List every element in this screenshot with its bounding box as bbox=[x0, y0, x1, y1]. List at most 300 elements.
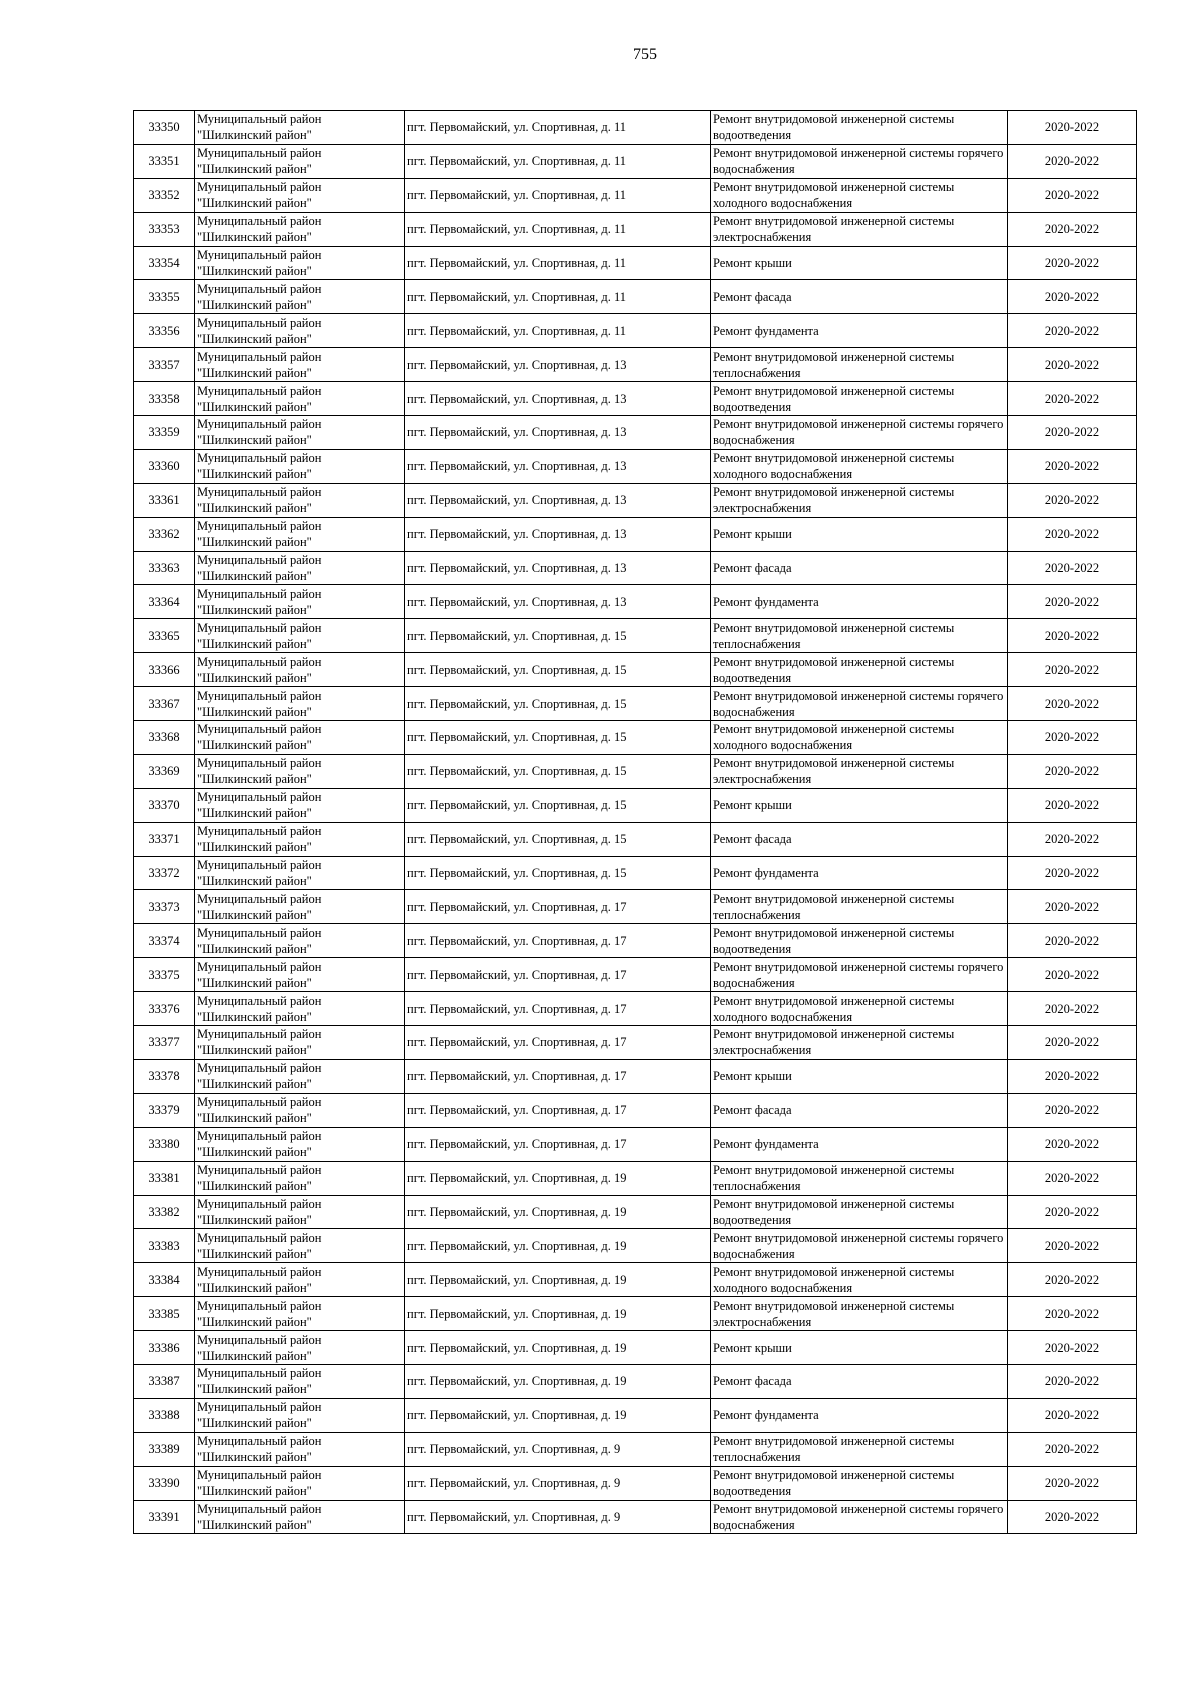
period-cell: 2020-2022 bbox=[1008, 1059, 1137, 1093]
district-line-1: Муниципальный район bbox=[197, 1332, 322, 1347]
district-cell bbox=[195, 551, 405, 585]
table-row bbox=[134, 958, 1137, 992]
district-cell bbox=[195, 788, 405, 822]
row-number: 33375 bbox=[134, 958, 195, 992]
work-type-cell: Ремонт фундамента bbox=[711, 585, 1008, 619]
row-number: 33384 bbox=[134, 1263, 195, 1297]
row-number: 33380 bbox=[134, 1127, 195, 1161]
address-cell: пгт. Первомайский, ул. Спортивная, д. 9 bbox=[405, 1500, 711, 1534]
district-line-2: "Шилкинский район" bbox=[197, 501, 312, 516]
row-number: 33376 bbox=[134, 992, 195, 1026]
district-line-1: Муниципальный район bbox=[197, 349, 322, 364]
table-row bbox=[134, 890, 1137, 924]
period-cell: 2020-2022 bbox=[1008, 788, 1137, 822]
district-line-1: Муниципальный район bbox=[197, 790, 322, 805]
table-row bbox=[134, 382, 1137, 416]
period-cell: 2020-2022 bbox=[1008, 653, 1137, 687]
district-cell bbox=[195, 1398, 405, 1432]
row-number: 33357 bbox=[134, 348, 195, 382]
district-cell bbox=[195, 1466, 405, 1500]
district-line-2: "Шилкинский район" bbox=[197, 196, 312, 211]
district-cell bbox=[195, 1432, 405, 1466]
district-cell bbox=[195, 144, 405, 178]
work-type-cell: Ремонт внутридомовой инженерной системы водоотведения bbox=[711, 924, 1008, 958]
period-cell: 2020-2022 bbox=[1008, 1500, 1137, 1534]
row-number: 33385 bbox=[134, 1297, 195, 1331]
district-line-1: Муниципальный район bbox=[197, 959, 322, 974]
period-cell: 2020-2022 bbox=[1008, 178, 1137, 212]
address-cell: пгт. Первомайский, ул. Спортивная, д. 17 bbox=[405, 1059, 711, 1093]
district-line-2: "Шилкинский район" bbox=[197, 162, 312, 177]
table-row bbox=[134, 551, 1137, 585]
district-line-1: Муниципальный район bbox=[197, 993, 322, 1008]
period-cell: 2020-2022 bbox=[1008, 1398, 1137, 1432]
district-line-2: "Шилкинский район" bbox=[197, 1145, 312, 1160]
work-type-cell: Ремонт внутридомовой инженерной системы теплоснабжения bbox=[711, 348, 1008, 382]
row-number: 33374 bbox=[134, 924, 195, 958]
district-line-1: Муниципальный район bbox=[197, 1400, 322, 1415]
table-row bbox=[134, 992, 1137, 1026]
table-row bbox=[134, 653, 1137, 687]
work-type-cell: Ремонт внутридомовой инженерной системы водоотведения bbox=[711, 382, 1008, 416]
work-type-cell: Ремонт внутридомовой инженерной системы холодного водоснабжения bbox=[711, 721, 1008, 755]
address-cell: пгт. Первомайский, ул. Спортивная, д. 9 bbox=[405, 1466, 711, 1500]
row-number: 33369 bbox=[134, 754, 195, 788]
table-row bbox=[134, 619, 1137, 653]
row-number: 33363 bbox=[134, 551, 195, 585]
district-cell bbox=[195, 992, 405, 1026]
district-line-1: Муниципальный район bbox=[197, 688, 322, 703]
period-cell: 2020-2022 bbox=[1008, 924, 1137, 958]
district-line-1: Муниципальный район bbox=[197, 1061, 322, 1076]
table-row bbox=[134, 924, 1137, 958]
table-row bbox=[134, 1093, 1137, 1127]
district-line-2: "Шилкинский район" bbox=[197, 1077, 312, 1092]
district-line-1: Муниципальный район bbox=[197, 519, 322, 534]
address-cell: пгт. Первомайский, ул. Спортивная, д. 11 bbox=[405, 246, 711, 280]
district-line-2: "Шилкинский район" bbox=[197, 1314, 312, 1329]
period-cell: 2020-2022 bbox=[1008, 449, 1137, 483]
row-number: 33366 bbox=[134, 653, 195, 687]
table-row bbox=[134, 212, 1137, 246]
work-type-cell: Ремонт внутридомовой инженерной системы электроснабжения bbox=[711, 1297, 1008, 1331]
district-cell bbox=[195, 483, 405, 517]
period-cell: 2020-2022 bbox=[1008, 483, 1137, 517]
district-cell bbox=[195, 517, 405, 551]
table-row bbox=[134, 1466, 1137, 1500]
work-type-cell: Ремонт крыши bbox=[711, 246, 1008, 280]
table-row bbox=[134, 1229, 1137, 1263]
period-cell: 2020-2022 bbox=[1008, 1229, 1137, 1263]
district-line-1: Муниципальный район bbox=[197, 451, 322, 466]
address-cell: пгт. Первомайский, ул. Спортивная, д. 13 bbox=[405, 517, 711, 551]
district-line-2: "Шилкинский район" bbox=[197, 975, 312, 990]
address-cell: пгт. Первомайский, ул. Спортивная, д. 15 bbox=[405, 788, 711, 822]
district-line-1: Муниципальный район bbox=[197, 248, 322, 262]
district-line-2: "Шилкинский район" bbox=[197, 230, 312, 245]
district-line-1: Муниципальный район bbox=[197, 858, 322, 873]
district-line-1: Муниципальный район bbox=[197, 620, 322, 635]
district-cell bbox=[195, 1500, 405, 1534]
district-line-2: "Шилкинский район" bbox=[197, 636, 312, 651]
work-type-cell: Ремонт внутридомовой инженерной системы холодного водоснабжения bbox=[711, 1263, 1008, 1297]
table-row bbox=[134, 721, 1137, 755]
period-cell: 2020-2022 bbox=[1008, 687, 1137, 721]
work-type-cell: Ремонт внутридомовой инженерной системы горячего водоснабжения bbox=[711, 416, 1008, 450]
period-cell: 2020-2022 bbox=[1008, 1331, 1137, 1365]
district-line-1: Муниципальный район bbox=[197, 1027, 322, 1042]
period-cell: 2020-2022 bbox=[1008, 144, 1137, 178]
district-cell bbox=[195, 822, 405, 856]
district-cell bbox=[195, 1059, 405, 1093]
district-line-1: Муниципальный район bbox=[197, 315, 322, 330]
work-type-cell: Ремонт фундамента bbox=[711, 1398, 1008, 1432]
address-cell: пгт. Первомайский, ул. Спортивная, д. 15 bbox=[405, 822, 711, 856]
district-line-1: Муниципальный район bbox=[197, 925, 322, 940]
district-line-2: "Шилкинский район" bbox=[197, 297, 312, 312]
work-type-cell: Ремонт внутридомовой инженерной системы холодного водоснабжения bbox=[711, 992, 1008, 1026]
address-cell: пгт. Первомайский, ул. Спортивная, д. 17 bbox=[405, 1093, 711, 1127]
work-type-cell: Ремонт внутридомовой инженерной системы водоотведения bbox=[711, 111, 1008, 145]
table-row bbox=[134, 1432, 1137, 1466]
district-line-2: "Шилкинский район" bbox=[197, 1111, 312, 1126]
repair-schedule-table bbox=[133, 110, 1137, 1534]
district-line-2: "Шилкинский район" bbox=[197, 1416, 312, 1431]
district-cell bbox=[195, 721, 405, 755]
address-cell: пгт. Первомайский, ул. Спортивная, д. 17 bbox=[405, 890, 711, 924]
district-line-1: Муниципальный район bbox=[197, 1264, 322, 1279]
row-number: 33360 bbox=[134, 449, 195, 483]
row-number: 33353 bbox=[134, 212, 195, 246]
district-line-1: Муниципальный район bbox=[197, 722, 322, 737]
table-row bbox=[134, 416, 1137, 450]
district-cell bbox=[195, 687, 405, 721]
district-line-2: "Шилкинский район" bbox=[197, 602, 312, 617]
district-line-1: Муниципальный район bbox=[197, 214, 322, 229]
district-line-2: "Шилкинский район" bbox=[197, 738, 312, 753]
address-cell: пгт. Первомайский, ул. Спортивная, д. 11 bbox=[405, 144, 711, 178]
district-line-1: Муниципальный район bbox=[197, 112, 322, 127]
work-type-cell: Ремонт фасада bbox=[711, 1364, 1008, 1398]
row-number: 33362 bbox=[134, 517, 195, 551]
address-cell: пгт. Первомайский, ул. Спортивная, д. 19 bbox=[405, 1263, 711, 1297]
address-cell: пгт. Первомайский, ул. Спортивная, д. 9 bbox=[405, 1432, 711, 1466]
work-type-cell: Ремонт внутридомовой инженерной системы водоотведения bbox=[711, 653, 1008, 687]
district-line-2: "Шилкинский район" bbox=[197, 1348, 312, 1363]
row-number: 33352 bbox=[134, 178, 195, 212]
row-number: 33382 bbox=[134, 1195, 195, 1229]
district-line-2: "Шилкинский район" bbox=[197, 772, 312, 787]
work-type-cell: Ремонт крыши bbox=[711, 1059, 1008, 1093]
district-line-2: "Шилкинский район" bbox=[197, 874, 312, 889]
table-row bbox=[134, 585, 1137, 619]
address-cell: пгт. Первомайский, ул. Спортивная, д. 15 bbox=[405, 687, 711, 721]
district-cell bbox=[195, 280, 405, 314]
district-line-1: Муниципальный район bbox=[197, 1298, 322, 1313]
district-line-1: Муниципальный район bbox=[197, 281, 322, 296]
address-cell: пгт. Первомайский, ул. Спортивная, д. 15 bbox=[405, 754, 711, 788]
district-line-1: Муниципальный район bbox=[197, 146, 322, 161]
district-line-1: Муниципальный район bbox=[197, 1196, 322, 1211]
row-number: 33383 bbox=[134, 1229, 195, 1263]
row-number: 33390 bbox=[134, 1466, 195, 1500]
district-line-2: "Шилкинский район" bbox=[197, 128, 312, 143]
work-type-cell: Ремонт внутридомовой инженерной системы горячего водоснабжения bbox=[711, 1500, 1008, 1534]
row-number: 33358 bbox=[134, 382, 195, 416]
district-cell bbox=[195, 382, 405, 416]
row-number: 33386 bbox=[134, 1331, 195, 1365]
period-cell: 2020-2022 bbox=[1008, 382, 1137, 416]
work-type-cell: Ремонт фасада bbox=[711, 1093, 1008, 1127]
district-line-2: "Шилкинский район" bbox=[197, 264, 312, 278]
address-cell: пгт. Первомайский, ул. Спортивная, д. 19 bbox=[405, 1331, 711, 1365]
period-cell: 2020-2022 bbox=[1008, 212, 1137, 246]
address-cell: пгт. Первомайский, ул. Спортивная, д. 11 bbox=[405, 280, 711, 314]
work-type-cell: Ремонт внутридомовой инженерной системы теплоснабжения bbox=[711, 619, 1008, 653]
district-line-2: "Шилкинский район" bbox=[197, 1280, 312, 1295]
district-line-2: "Шилкинский район" bbox=[197, 1382, 312, 1397]
table-row bbox=[134, 449, 1137, 483]
district-cell bbox=[195, 1161, 405, 1195]
table-row bbox=[134, 687, 1137, 721]
district-line-1: Муниципальный район bbox=[197, 1366, 322, 1381]
address-cell: пгт. Первомайский, ул. Спортивная, д. 13 bbox=[405, 483, 711, 517]
work-type-cell: Ремонт внутридомовой инженерной системы электроснабжения bbox=[711, 212, 1008, 246]
table-row bbox=[134, 822, 1137, 856]
address-cell: пгт. Первомайский, ул. Спортивная, д. 15 bbox=[405, 653, 711, 687]
row-number: 33370 bbox=[134, 788, 195, 822]
work-type-cell: Ремонт внутридомовой инженерной системы водоотведения bbox=[711, 1466, 1008, 1500]
address-cell: пгт. Первомайский, ул. Спортивная, д. 19 bbox=[405, 1229, 711, 1263]
district-line-2: "Шилкинский район" bbox=[197, 433, 312, 448]
row-number: 33371 bbox=[134, 822, 195, 856]
table-row bbox=[134, 1398, 1137, 1432]
work-type-cell: Ремонт внутридомовой инженерной системы водоотведения bbox=[711, 1195, 1008, 1229]
address-cell: пгт. Первомайский, ул. Спортивная, д. 15 bbox=[405, 856, 711, 890]
table-row bbox=[134, 1161, 1137, 1195]
district-line-1: Муниципальный район bbox=[197, 1095, 322, 1110]
table-row bbox=[134, 1026, 1137, 1060]
district-line-2: "Шилкинский район" bbox=[197, 1246, 312, 1261]
period-cell: 2020-2022 bbox=[1008, 1161, 1137, 1195]
district-line-1: Муниципальный район bbox=[197, 1468, 322, 1483]
work-type-cell: Ремонт фундамента bbox=[711, 1127, 1008, 1161]
district-line-2: "Шилкинский район" bbox=[197, 907, 312, 922]
district-line-2: "Шилкинский район" bbox=[197, 670, 312, 685]
row-number: 33367 bbox=[134, 687, 195, 721]
address-cell: пгт. Первомайский, ул. Спортивная, д. 11 bbox=[405, 314, 711, 348]
district-line-2: "Шилкинский район" bbox=[197, 569, 312, 584]
period-cell: 2020-2022 bbox=[1008, 280, 1137, 314]
table-row bbox=[134, 280, 1137, 314]
row-number: 33372 bbox=[134, 856, 195, 890]
district-line-2: "Шилкинский район" bbox=[197, 941, 312, 956]
row-number: 33364 bbox=[134, 585, 195, 619]
district-line-1: Муниципальный район bbox=[197, 756, 322, 771]
row-number: 33365 bbox=[134, 619, 195, 653]
district-line-1: Муниципальный район bbox=[197, 824, 322, 839]
district-line-1: Муниципальный район bbox=[197, 553, 322, 568]
period-cell: 2020-2022 bbox=[1008, 1466, 1137, 1500]
district-cell bbox=[195, 416, 405, 450]
row-number: 33356 bbox=[134, 314, 195, 348]
row-number: 33377 bbox=[134, 1026, 195, 1060]
row-number: 33389 bbox=[134, 1432, 195, 1466]
work-type-cell: Ремонт крыши bbox=[711, 788, 1008, 822]
address-cell: пгт. Первомайский, ул. Спортивная, д. 13 bbox=[405, 382, 711, 416]
address-cell: пгт. Первомайский, ул. Спортивная, д. 17 bbox=[405, 1026, 711, 1060]
address-cell: пгт. Первомайский, ул. Спортивная, д. 13 bbox=[405, 449, 711, 483]
district-cell bbox=[195, 1093, 405, 1127]
work-type-cell: Ремонт фасада bbox=[711, 551, 1008, 585]
work-type-cell: Ремонт внутридомовой инженерной системы теплоснабжения bbox=[711, 1161, 1008, 1195]
period-cell: 2020-2022 bbox=[1008, 992, 1137, 1026]
address-cell: пгт. Первомайский, ул. Спортивная, д. 15 bbox=[405, 721, 711, 755]
table-row bbox=[134, 314, 1137, 348]
work-type-cell: Ремонт внутридомовой инженерной системы холодного водоснабжения bbox=[711, 178, 1008, 212]
address-cell: пгт. Первомайский, ул. Спортивная, д. 17 bbox=[405, 924, 711, 958]
district-line-2: "Шилкинский район" bbox=[197, 1450, 312, 1465]
district-line-1: Муниципальный район bbox=[197, 654, 322, 669]
district-line-2: "Шилкинский район" bbox=[197, 1212, 312, 1227]
period-cell: 2020-2022 bbox=[1008, 1026, 1137, 1060]
district-line-1: Муниципальный район bbox=[197, 1434, 322, 1449]
district-line-1: Муниципальный район bbox=[197, 417, 322, 432]
work-type-cell: Ремонт внутридомовой инженерной системы горячего водоснабжения bbox=[711, 687, 1008, 721]
district-cell bbox=[195, 111, 405, 145]
row-number: 33378 bbox=[134, 1059, 195, 1093]
district-line-1: Муниципальный район bbox=[197, 1129, 322, 1144]
district-cell bbox=[195, 856, 405, 890]
work-type-cell: Ремонт крыши bbox=[711, 517, 1008, 551]
work-type-cell: Ремонт фундамента bbox=[711, 314, 1008, 348]
row-number: 33373 bbox=[134, 890, 195, 924]
work-type-cell: Ремонт фасада bbox=[711, 280, 1008, 314]
district-line-1: Муниципальный район bbox=[197, 1501, 322, 1516]
period-cell: 2020-2022 bbox=[1008, 1364, 1137, 1398]
table-row bbox=[134, 1297, 1137, 1331]
row-number: 33354 bbox=[134, 246, 195, 280]
table-row bbox=[134, 1364, 1137, 1398]
district-line-2: "Шилкинский район" bbox=[197, 1517, 312, 1532]
row-number: 33379 bbox=[134, 1093, 195, 1127]
district-cell bbox=[195, 653, 405, 687]
period-cell: 2020-2022 bbox=[1008, 1263, 1137, 1297]
table-row bbox=[134, 1127, 1137, 1161]
address-cell: пгт. Первомайский, ул. Спортивная, д. 17 bbox=[405, 958, 711, 992]
table-row bbox=[134, 856, 1137, 890]
district-cell bbox=[195, 1195, 405, 1229]
work-type-cell: Ремонт внутридомовой инженерной системы электроснабжения bbox=[711, 754, 1008, 788]
period-cell: 2020-2022 bbox=[1008, 517, 1137, 551]
table-row bbox=[134, 1263, 1137, 1297]
district-cell bbox=[195, 1229, 405, 1263]
table-body bbox=[134, 111, 1137, 1534]
work-type-cell: Ремонт внутридомовой инженерной системы электроснабжения bbox=[711, 483, 1008, 517]
district-line-1: Муниципальный район bbox=[197, 180, 322, 195]
district-line-1: Муниципальный район bbox=[197, 485, 322, 500]
district-cell bbox=[195, 212, 405, 246]
work-type-cell: Ремонт внутридомовой инженерной системы горячего водоснабжения bbox=[711, 958, 1008, 992]
district-cell bbox=[195, 1026, 405, 1060]
district-cell bbox=[195, 246, 405, 280]
table-row bbox=[134, 178, 1137, 212]
period-cell: 2020-2022 bbox=[1008, 958, 1137, 992]
period-cell: 2020-2022 bbox=[1008, 856, 1137, 890]
district-line-1: Муниципальный район bbox=[197, 891, 322, 906]
table-row bbox=[134, 1059, 1137, 1093]
address-cell: пгт. Первомайский, ул. Спортивная, д. 19 bbox=[405, 1195, 711, 1229]
address-cell: пгт. Первомайский, ул. Спортивная, д. 17 bbox=[405, 992, 711, 1026]
period-cell: 2020-2022 bbox=[1008, 1297, 1137, 1331]
page-number: 755 bbox=[633, 46, 657, 63]
district-cell bbox=[195, 585, 405, 619]
address-cell: пгт. Первомайский, ул. Спортивная, д. 19 bbox=[405, 1161, 711, 1195]
table-row bbox=[134, 483, 1137, 517]
district-line-2: "Шилкинский район" bbox=[197, 467, 312, 482]
row-number: 33355 bbox=[134, 280, 195, 314]
district-line-2: "Шилкинский район" bbox=[197, 1179, 312, 1194]
district-line-1: Муниципальный район bbox=[197, 1163, 322, 1178]
work-type-cell: Ремонт фасада bbox=[711, 822, 1008, 856]
period-cell: 2020-2022 bbox=[1008, 1195, 1137, 1229]
table-row bbox=[134, 517, 1137, 551]
district-line-2: "Шилкинский район" bbox=[197, 1484, 312, 1499]
table-row bbox=[134, 1500, 1137, 1534]
period-cell: 2020-2022 bbox=[1008, 551, 1137, 585]
district-line-2: "Шилкинский район" bbox=[197, 1009, 312, 1024]
table-row bbox=[134, 788, 1137, 822]
row-number: 33361 bbox=[134, 483, 195, 517]
period-cell: 2020-2022 bbox=[1008, 111, 1137, 145]
period-cell: 2020-2022 bbox=[1008, 246, 1137, 280]
district-line-2: "Шилкинский район" bbox=[197, 806, 312, 821]
address-cell: пгт. Первомайский, ул. Спортивная, д. 11 bbox=[405, 212, 711, 246]
district-cell bbox=[195, 449, 405, 483]
district-cell bbox=[195, 958, 405, 992]
address-cell: пгт. Первомайский, ул. Спортивная, д. 13 bbox=[405, 348, 711, 382]
table-row bbox=[134, 1195, 1137, 1229]
district-line-2: "Шилкинский район" bbox=[197, 331, 312, 346]
period-cell: 2020-2022 bbox=[1008, 416, 1137, 450]
row-number: 33381 bbox=[134, 1161, 195, 1195]
district-cell bbox=[195, 1364, 405, 1398]
period-cell: 2020-2022 bbox=[1008, 754, 1137, 788]
district-cell bbox=[195, 1331, 405, 1365]
period-cell: 2020-2022 bbox=[1008, 585, 1137, 619]
row-number: 33350 bbox=[134, 111, 195, 145]
work-type-cell: Ремонт внутридомовой инженерной системы теплоснабжения bbox=[711, 1432, 1008, 1466]
address-cell: пгт. Первомайский, ул. Спортивная, д. 13 bbox=[405, 551, 711, 585]
row-number: 33368 bbox=[134, 721, 195, 755]
address-cell: пгт. Первомайский, ул. Спортивная, д. 15 bbox=[405, 619, 711, 653]
work-type-cell: Ремонт внутридомовой инженерной системы электроснабжения bbox=[711, 1026, 1008, 1060]
district-line-2: "Шилкинский район" bbox=[197, 840, 312, 855]
row-number: 33391 bbox=[134, 1500, 195, 1534]
district-cell bbox=[195, 890, 405, 924]
district-line-2: "Шилкинский район" bbox=[197, 1043, 312, 1058]
district-line-1: Муниципальный район bbox=[197, 383, 322, 398]
table-row bbox=[134, 348, 1137, 382]
work-type-cell: Ремонт внутридомовой инженерной системы теплоснабжения bbox=[711, 890, 1008, 924]
table-row bbox=[134, 1331, 1137, 1365]
district-cell bbox=[195, 619, 405, 653]
table-row bbox=[134, 144, 1137, 178]
address-cell: пгт. Первомайский, ул. Спортивная, д. 19 bbox=[405, 1398, 711, 1432]
period-cell: 2020-2022 bbox=[1008, 822, 1137, 856]
period-cell: 2020-2022 bbox=[1008, 1432, 1137, 1466]
address-cell: пгт. Первомайский, ул. Спортивная, д. 11 bbox=[405, 178, 711, 212]
